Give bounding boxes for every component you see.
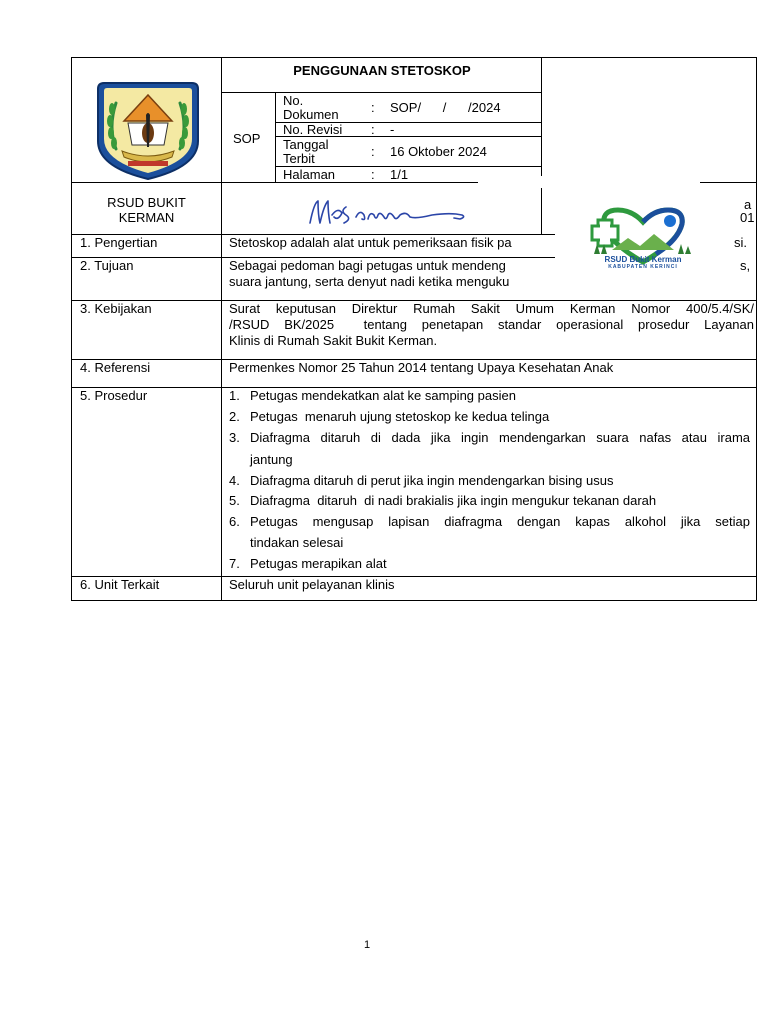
header-bottom-right-redraw [700, 182, 757, 183]
table-border-right [756, 57, 757, 601]
field-label-cont: Terbit [283, 151, 315, 166]
field-separator-colon: : [371, 100, 375, 115]
sop-label-divider [275, 92, 276, 183]
prosedur-step-number: 4. [229, 473, 240, 488]
kebijakan-text-line1: Surat keputusan Direktur Rumah Sakit Umum Kerman Nomor 400/5.4/SK/ [229, 301, 754, 316]
field-value: 1/1 [390, 167, 409, 182]
header-right-fragment-bottom: 01 [740, 210, 755, 225]
field-label: No. [283, 93, 304, 108]
referensi-text: Permenkes Nomor 25 Tahun 2014 tentang Upaya Kesehatan Anak [229, 360, 614, 375]
regency-emblem-logo [92, 79, 204, 183]
hospital-name-cont: KERMAN [118, 210, 175, 225]
table-border-bottom [71, 600, 757, 601]
section-label-tujuan: 2. Tujuan [80, 258, 134, 273]
field-label: No. Revisi [283, 122, 343, 137]
prosedur-step-number: 6. [229, 514, 240, 529]
field-value: 16 Oktober 2024 [390, 144, 487, 159]
field-separator-colon: : [371, 167, 375, 182]
sop-label: SOP [233, 131, 261, 146]
prosedur-step-number: 5. [229, 493, 240, 508]
field-value: - [390, 122, 395, 137]
hospital-name: RSUD BUKIT [107, 195, 186, 210]
prosedur-step-number: 1. [229, 388, 240, 403]
director-signature [306, 193, 472, 229]
kebijakan-text-line3: Klinis di Rumah Sakit Bukit Kerman. [229, 333, 438, 348]
prosedur-step-number: 2. [229, 409, 240, 424]
tujuan-text-line1-end: s, [740, 258, 751, 273]
prosedur-step-text: Petugas menaruh ujung stetoskop ke kedua telinga [250, 409, 550, 424]
header-right-whiteout-2 [555, 182, 757, 190]
field-separator-colon: : [371, 144, 375, 159]
table-border-left [71, 57, 72, 601]
tujuan-text-line1: Sebagai pedoman bagi petugas untuk mendeng [229, 258, 506, 273]
column-divider [221, 57, 222, 601]
table-border-top [71, 57, 757, 58]
title-divider [221, 92, 542, 93]
header-right-fragment-top: a [744, 197, 752, 212]
section-label-unit-terkait: 6. Unit Terkait [80, 577, 160, 592]
tujuan-text-line2: suara jantung, serta denyut nadi ketika menguku [229, 274, 510, 289]
unit-terkait-text: Seluruh unit pelayanan klinis [229, 577, 395, 592]
page-number: 1 [363, 939, 371, 951]
section-label-referensi: 4. Referensi [80, 360, 151, 375]
hospital-logo-subtext: KABUPATEN KERINCI [608, 264, 678, 270]
field-value: SOP/ / /2024 [390, 100, 501, 115]
prosedur-step-text-cont: tindakan selesai [250, 535, 344, 550]
prosedur-step-text: Petugas merapikan alat [250, 556, 387, 571]
field-label: Halaman [283, 167, 336, 182]
section-label-prosedur: 5. Prosedur [80, 388, 148, 403]
section-label-kebijakan: 3. Kebijakan [80, 301, 152, 316]
row-separator-5 [71, 576, 757, 577]
signature-row-right-divider [541, 184, 542, 234]
prosedur-step-text: Diafragma ditaruh di nadi brakialis jika ingin mengukur tekanan darah [250, 493, 657, 508]
hospital-logo-text: RSUD Bukit Kerman [604, 255, 682, 264]
field-label-cont: Dokumen [283, 107, 339, 122]
section-label-pengertian: 1. Pengertian [80, 235, 158, 250]
prosedur-step-number: 3. [229, 430, 240, 445]
field-label: Tanggal [283, 137, 329, 152]
prosedur-step-text: Petugas mengusap lapisan diafragma dengan kapas alkohol jika setiap [250, 514, 750, 529]
table-border-right-redraw [756, 182, 757, 276]
page-title: PENGGUNAAN STETOSKOP [293, 63, 471, 78]
prosedur-step-text: Diafragma ditaruh di dada jika ingin mendengarkan suara nafas atau irama [250, 430, 750, 445]
prosedur-step-text: Diafragma ditaruh di perut jika ingin mendengarkan bising usus [250, 473, 614, 488]
prosedur-step-text-cont: jantung [250, 452, 293, 467]
prosedur-step-text: Petugas mendekatkan alat ke samping pasien [250, 388, 516, 403]
pengertian-text: Stetoskop adalah alat untuk pemeriksaan fisik pa [229, 235, 512, 250]
prosedur-step-number: 7. [229, 556, 240, 571]
kebijakan-text-line2: /RSUD BK/2025 tentang penetapan standar operasional prosedur Layanan [229, 317, 754, 332]
field-separator-colon: : [371, 122, 375, 137]
pengertian-text-end: si. [734, 235, 747, 250]
